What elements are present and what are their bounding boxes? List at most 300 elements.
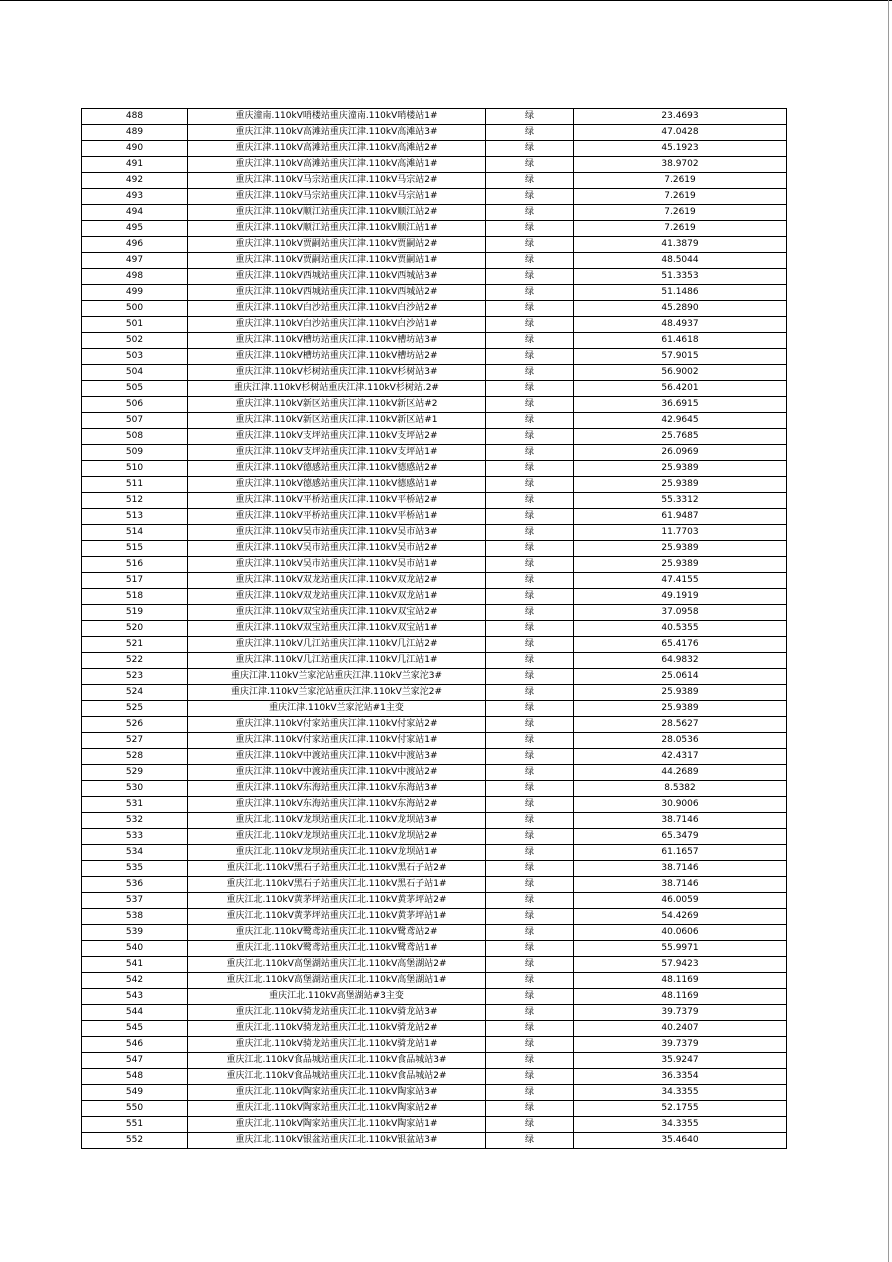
row-number-cell: 528 [82,749,188,765]
row-number-cell: 507 [82,413,188,429]
station-name-cell: 重庆江津.110kV高滩站重庆江津.110kV高滩站1# [188,157,486,173]
status-color-cell: 绿 [486,781,574,797]
table-row [82,829,787,845]
status-color-cell: 绿 [486,333,574,349]
status-color-cell: 绿 [486,509,574,525]
status-color-cell: 绿 [486,1117,574,1133]
status-color-cell: 绿 [486,685,574,701]
table-row [82,461,787,477]
row-number-cell: 503 [82,349,188,365]
row-number-cell: 531 [82,797,188,813]
status-color-cell: 绿 [486,397,574,413]
value-cell: 40.5355 [574,621,787,637]
row-number-cell: 542 [82,973,188,989]
table-row [82,925,787,941]
status-color-cell: 绿 [486,1069,574,1085]
status-color-cell: 绿 [486,525,574,541]
status-color-cell: 绿 [486,717,574,733]
table-row [82,797,787,813]
status-color-cell: 绿 [486,189,574,205]
station-name-cell: 重庆江北.110kV鹭鸢站重庆江北.110kV鹭鸢站1# [188,941,486,957]
row-number-cell: 514 [82,525,188,541]
row-number-cell: 549 [82,1085,188,1101]
table-row [82,237,787,253]
station-name-cell: 重庆江津.110kV几江站重庆江津.110kV几江站1# [188,653,486,669]
table-row [82,941,787,957]
value-cell: 56.4201 [574,381,787,397]
status-color-cell: 绿 [486,445,574,461]
substation-data-table [81,108,787,1149]
row-number-cell: 548 [82,1069,188,1085]
station-name-cell: 重庆江北.110kV龙坝站重庆江北.110kV龙坝站2# [188,829,486,845]
status-color-cell: 绿 [486,909,574,925]
station-name-cell: 重庆江北.110kV陶家站重庆江北.110kV陶家站1# [188,1117,486,1133]
value-cell: 39.7379 [574,1005,787,1021]
station-name-cell: 重庆江津.110kV平桥站重庆江津.110kV平桥站2# [188,493,486,509]
table-row [82,1037,787,1053]
page-top-rule [0,0,892,1]
table-row [82,589,787,605]
status-color-cell: 绿 [486,317,574,333]
station-name-cell: 重庆江津.110kV吴市站重庆江津.110kV吴市站1# [188,557,486,573]
table-row [82,573,787,589]
row-number-cell: 526 [82,717,188,733]
table-row [82,1133,787,1149]
station-name-cell: 重庆江北.110kV高堡湖站重庆江北.110kV高堡湖站2# [188,957,486,973]
value-cell: 61.4618 [574,333,787,349]
status-color-cell: 绿 [486,285,574,301]
row-number-cell: 519 [82,605,188,621]
station-name-cell: 重庆江津.110kV德感站重庆江津.110kV德感站2# [188,461,486,477]
status-color-cell: 绿 [486,1133,574,1149]
value-cell: 40.2407 [574,1021,787,1037]
row-number-cell: 511 [82,477,188,493]
row-number-cell: 547 [82,1053,188,1069]
value-cell: 40.0606 [574,925,787,941]
value-cell: 45.1923 [574,141,787,157]
status-color-cell: 绿 [486,989,574,1005]
value-cell: 57.9015 [574,349,787,365]
row-number-cell: 510 [82,461,188,477]
value-cell: 38.7146 [574,813,787,829]
row-number-cell: 498 [82,269,188,285]
value-cell: 7.2619 [574,205,787,221]
value-cell: 38.7146 [574,877,787,893]
status-color-cell: 绿 [486,557,574,573]
status-color-cell: 绿 [486,845,574,861]
station-name-cell: 重庆江津.110kV西城站重庆江津.110kV西城站3# [188,269,486,285]
table-row [82,173,787,189]
status-color-cell: 绿 [486,941,574,957]
status-color-cell: 绿 [486,621,574,637]
station-name-cell: 重庆江津.110kV几江站重庆江津.110kV几江站2# [188,637,486,653]
value-cell: 47.4155 [574,573,787,589]
value-cell: 47.0428 [574,125,787,141]
station-name-cell: 重庆江津.110kV兰家沱站重庆江津.110kV兰家沱3# [188,669,486,685]
row-number-cell: 541 [82,957,188,973]
row-number-cell: 546 [82,1037,188,1053]
status-color-cell: 绿 [486,429,574,445]
row-number-cell: 499 [82,285,188,301]
station-name-cell: 重庆江津.110kV双宝站重庆江津.110kV双宝站1# [188,621,486,637]
table-row [82,621,787,637]
status-color-cell: 绿 [486,669,574,685]
row-number-cell: 496 [82,237,188,253]
station-name-cell: 重庆江津.110kV杉树站重庆江津.110kV杉树站3# [188,365,486,381]
table-row [82,1085,787,1101]
station-name-cell: 重庆江北.110kV骑龙站重庆江北.110kV骑龙站2# [188,1021,486,1037]
station-name-cell: 重庆江津.110kV兰家沱站重庆江津.110kV兰家沱2# [188,685,486,701]
status-color-cell: 绿 [486,477,574,493]
table-row [82,1101,787,1117]
value-cell: 48.4937 [574,317,787,333]
value-cell: 54.4269 [574,909,787,925]
status-color-cell: 绿 [486,269,574,285]
station-name-cell: 重庆江津.110kV顺江站重庆江津.110kV顺江站2# [188,205,486,221]
station-name-cell: 重庆江北.110kV鹭鸢站重庆江北.110kV鹭鸢站2# [188,925,486,941]
value-cell: 25.7685 [574,429,787,445]
status-color-cell: 绿 [486,157,574,173]
table-row [82,349,787,365]
status-color-cell: 绿 [486,109,574,125]
station-name-cell: 重庆江北.110kV食品城站重庆江北.110kV食品城站2# [188,1069,486,1085]
row-number-cell: 495 [82,221,188,237]
station-name-cell: 重庆江津.110kV顺江站重庆江津.110kV顺江站1# [188,221,486,237]
table-row [82,157,787,173]
row-number-cell: 532 [82,813,188,829]
station-name-cell: 重庆江津.110kV德感站重庆江津.110kV德感站1# [188,477,486,493]
value-cell: 25.9389 [574,701,787,717]
status-color-cell: 绿 [486,573,574,589]
status-color-cell: 绿 [486,221,574,237]
status-color-cell: 绿 [486,205,574,221]
table-row [82,141,787,157]
value-cell: 28.0536 [574,733,787,749]
row-number-cell: 520 [82,621,188,637]
row-number-cell: 524 [82,685,188,701]
status-color-cell: 绿 [486,1085,574,1101]
table-row [82,973,787,989]
table-row [82,669,787,685]
value-cell: 25.9389 [574,685,787,701]
station-name-cell: 重庆江津.110kV贾嗣站重庆江津.110kV贾嗣站1# [188,253,486,269]
status-color-cell: 绿 [486,589,574,605]
station-name-cell: 重庆江北.110kV黄茅坪站重庆江北.110kV黄茅坪站1# [188,909,486,925]
value-cell: 65.3479 [574,829,787,845]
station-name-cell: 重庆江北.110kV黄茅坪站重庆江北.110kV黄茅坪站2# [188,893,486,909]
table-row [82,413,787,429]
value-cell: 61.9487 [574,509,787,525]
page-right-edge [888,0,889,1262]
row-number-cell: 545 [82,1021,188,1037]
table-row [82,717,787,733]
station-name-cell: 重庆江津.110kV新区站重庆江津.110kV新区站#1 [188,413,486,429]
value-cell: 55.3312 [574,493,787,509]
station-name-cell: 重庆江津.110kV白沙站重庆江津.110kV白沙站1# [188,317,486,333]
table-row [82,1053,787,1069]
table-body [82,109,787,1149]
row-number-cell: 537 [82,893,188,909]
value-cell: 61.1657 [574,845,787,861]
table-row [82,125,787,141]
table-row [82,317,787,333]
value-cell: 56.9002 [574,365,787,381]
row-number-cell: 502 [82,333,188,349]
station-name-cell: 重庆江北.110kV黑石子站重庆江北.110kV黑石子站1# [188,877,486,893]
row-number-cell: 516 [82,557,188,573]
status-color-cell: 绿 [486,541,574,557]
station-name-cell: 重庆江津.110kV中渡站重庆江津.110kV中渡站2# [188,765,486,781]
table-row [82,557,787,573]
status-color-cell: 绿 [486,301,574,317]
station-name-cell: 重庆江北.110kV黑石子站重庆江北.110kV黑石子站2# [188,861,486,877]
value-cell: 25.9389 [574,477,787,493]
row-number-cell: 505 [82,381,188,397]
status-color-cell: 绿 [486,349,574,365]
value-cell: 36.3354 [574,1069,787,1085]
value-cell: 48.5044 [574,253,787,269]
value-cell: 42.9645 [574,413,787,429]
row-number-cell: 538 [82,909,188,925]
table-row [82,541,787,557]
station-name-cell: 重庆江津.110kV付家站重庆江津.110kV付家站2# [188,717,486,733]
table-row [82,909,787,925]
row-number-cell: 490 [82,141,188,157]
table-row [82,301,787,317]
station-name-cell: 重庆江津.110kV杉树站重庆江津.110kV杉树站.2# [188,381,486,397]
value-cell: 28.5627 [574,717,787,733]
status-color-cell: 绿 [486,861,574,877]
value-cell: 48.1169 [574,973,787,989]
value-cell: 35.9247 [574,1053,787,1069]
row-number-cell: 517 [82,573,188,589]
status-color-cell: 绿 [486,749,574,765]
value-cell: 23.4693 [574,109,787,125]
row-number-cell: 543 [82,989,188,1005]
status-color-cell: 绿 [486,957,574,973]
status-color-cell: 绿 [486,893,574,909]
table-row [82,813,787,829]
value-cell: 38.9702 [574,157,787,173]
status-color-cell: 绿 [486,1021,574,1037]
station-name-cell: 重庆江津.110kV支坪站重庆江津.110kV支坪站1# [188,445,486,461]
table-row [82,989,787,1005]
table-row [82,605,787,621]
table-row [82,477,787,493]
table-row [82,285,787,301]
station-name-cell: 重庆江津.110kV中渡站重庆江津.110kV中渡站3# [188,749,486,765]
status-color-cell: 绿 [486,733,574,749]
row-number-cell: 536 [82,877,188,893]
status-color-cell: 绿 [486,461,574,477]
station-name-cell: 重庆江津.110kV新区站重庆江津.110kV新区站#2 [188,397,486,413]
status-color-cell: 绿 [486,1053,574,1069]
value-cell: 36.6915 [574,397,787,413]
status-color-cell: 绿 [486,925,574,941]
row-number-cell: 533 [82,829,188,845]
table-row [82,109,787,125]
table-row [82,429,787,445]
table-row [82,1117,787,1133]
value-cell: 55.9971 [574,941,787,957]
station-name-cell: 重庆潼南.110kV哨楼站重庆潼南.110kV哨楼站1# [188,109,486,125]
row-number-cell: 540 [82,941,188,957]
value-cell: 11.7703 [574,525,787,541]
status-color-cell: 绿 [486,365,574,381]
station-name-cell: 重庆江北.110kV食品城站重庆江北.110kV食品城站3# [188,1053,486,1069]
table-row [82,861,787,877]
status-color-cell: 绿 [486,829,574,845]
station-name-cell: 重庆江津.110kV双龙站重庆江津.110kV双龙站1# [188,589,486,605]
value-cell: 26.0969 [574,445,787,461]
station-name-cell: 重庆江津.110kV白沙站重庆江津.110kV白沙站2# [188,301,486,317]
value-cell: 25.0614 [574,669,787,685]
table-row [82,509,787,525]
row-number-cell: 494 [82,205,188,221]
row-number-cell: 544 [82,1005,188,1021]
station-name-cell: 重庆江津.110kV贾嗣站重庆江津.110kV贾嗣站2# [188,237,486,253]
row-number-cell: 513 [82,509,188,525]
value-cell: 52.1755 [574,1101,787,1117]
row-number-cell: 512 [82,493,188,509]
row-number-cell: 525 [82,701,188,717]
status-color-cell: 绿 [486,381,574,397]
status-color-cell: 绿 [486,493,574,509]
station-name-cell: 重庆江津.110kV平桥站重庆江津.110kV平桥站1# [188,509,486,525]
value-cell: 45.2890 [574,301,787,317]
station-name-cell: 重庆江北.110kV陶家站重庆江北.110kV陶家站3# [188,1085,486,1101]
table-row [82,333,787,349]
value-cell: 65.4176 [574,637,787,653]
row-number-cell: 535 [82,861,188,877]
row-number-cell: 550 [82,1101,188,1117]
row-number-cell: 497 [82,253,188,269]
value-cell: 46.0059 [574,893,787,909]
table-row [82,205,787,221]
status-color-cell: 绿 [486,253,574,269]
status-color-cell: 绿 [486,125,574,141]
status-color-cell: 绿 [486,1037,574,1053]
status-color-cell: 绿 [486,637,574,653]
table-row [82,525,787,541]
station-name-cell: 重庆江津.110kV槽坊站重庆江津.110kV槽坊站2# [188,349,486,365]
table-row [82,749,787,765]
row-number-cell: 504 [82,365,188,381]
value-cell: 49.1919 [574,589,787,605]
table-row [82,1069,787,1085]
station-name-cell: 重庆江北.110kV陶家站重庆江北.110kV陶家站2# [188,1101,486,1117]
value-cell: 34.3355 [574,1085,787,1101]
status-color-cell: 绿 [486,237,574,253]
value-cell: 38.7146 [574,861,787,877]
status-color-cell: 绿 [486,1005,574,1021]
value-cell: 64.9832 [574,653,787,669]
station-name-cell: 重庆江津.110kV付家站重庆江津.110kV付家站1# [188,733,486,749]
station-name-cell: 重庆江北.110kV龙坝站重庆江北.110kV龙坝站1# [188,845,486,861]
station-name-cell: 重庆江津.110kV吴市站重庆江津.110kV吴市站2# [188,541,486,557]
table-row [82,845,787,861]
station-name-cell: 重庆江北.110kV银盆站重庆江北.110kV银盆站3# [188,1133,486,1149]
station-name-cell: 重庆江北.110kV骑龙站重庆江北.110kV骑龙站1# [188,1037,486,1053]
station-name-cell: 重庆江北.110kV骑龙站重庆江北.110kV骑龙站3# [188,1005,486,1021]
table-row [82,653,787,669]
table-row [82,381,787,397]
row-number-cell: 539 [82,925,188,941]
table-row [82,493,787,509]
value-cell: 42.4317 [574,749,787,765]
value-cell: 48.1169 [574,989,787,1005]
status-color-cell: 绿 [486,973,574,989]
table-row [82,365,787,381]
station-name-cell: 重庆江津.110kV兰家沱站#1主变 [188,701,486,717]
station-name-cell: 重庆江津.110kV东海站重庆江津.110kV东海站2# [188,797,486,813]
status-color-cell: 绿 [486,701,574,717]
table-row [82,253,787,269]
row-number-cell: 509 [82,445,188,461]
status-color-cell: 绿 [486,797,574,813]
row-number-cell: 522 [82,653,188,669]
station-name-cell: 重庆江津.110kV双龙站重庆江津.110kV双龙站2# [188,573,486,589]
value-cell: 51.1486 [574,285,787,301]
table-row [82,1005,787,1021]
table-row [82,269,787,285]
table-row [82,1021,787,1037]
row-number-cell: 508 [82,429,188,445]
value-cell: 51.3353 [574,269,787,285]
value-cell: 25.9389 [574,461,787,477]
status-color-cell: 绿 [486,765,574,781]
row-number-cell: 488 [82,109,188,125]
table-row [82,701,787,717]
table-row [82,957,787,973]
value-cell: 25.9389 [574,557,787,573]
station-name-cell: 重庆江津.110kV马宗站重庆江津.110kV马宗站2# [188,173,486,189]
station-name-cell: 重庆江津.110kV东海站重庆江津.110kV东海站3# [188,781,486,797]
row-number-cell: 552 [82,1133,188,1149]
row-number-cell: 534 [82,845,188,861]
table-row [82,445,787,461]
row-number-cell: 492 [82,173,188,189]
row-number-cell: 518 [82,589,188,605]
table-row [82,221,787,237]
value-cell: 41.3879 [574,237,787,253]
station-name-cell: 重庆江津.110kV高滩站重庆江津.110kV高滩站2# [188,141,486,157]
row-number-cell: 491 [82,157,188,173]
station-name-cell: 重庆江津.110kV马宗站重庆江津.110kV马宗站1# [188,189,486,205]
row-number-cell: 515 [82,541,188,557]
row-number-cell: 493 [82,189,188,205]
table-row [82,877,787,893]
station-name-cell: 重庆江津.110kV支坪站重庆江津.110kV支坪站2# [188,429,486,445]
value-cell: 7.2619 [574,221,787,237]
table-row [82,733,787,749]
table-row [82,637,787,653]
table-row [82,685,787,701]
row-number-cell: 529 [82,765,188,781]
status-color-cell: 绿 [486,653,574,669]
row-number-cell: 551 [82,1117,188,1133]
status-color-cell: 绿 [486,813,574,829]
station-name-cell: 重庆江津.110kV高滩站重庆江津.110kV高滩站3# [188,125,486,141]
status-color-cell: 绿 [486,141,574,157]
status-color-cell: 绿 [486,605,574,621]
row-number-cell: 489 [82,125,188,141]
row-number-cell: 527 [82,733,188,749]
station-name-cell: 重庆江津.110kV吴市站重庆江津.110kV吴市站3# [188,525,486,541]
row-number-cell: 530 [82,781,188,797]
value-cell: 8.5382 [574,781,787,797]
value-cell: 57.9423 [574,957,787,973]
